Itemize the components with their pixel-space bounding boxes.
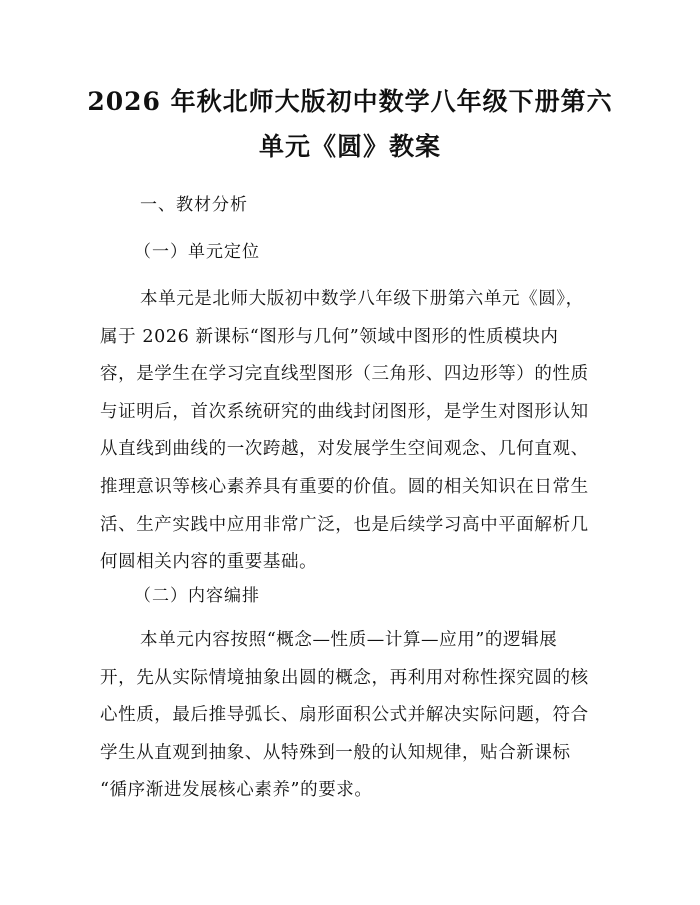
- subsection-heading-content-arrangement: （二）内容编排: [134, 586, 260, 606]
- paragraph-line: 容，是学生在学习完直线型图形（三角形、四边形等）的性质: [100, 364, 589, 385]
- paragraph-line: 属于 2026 新课标“图形与几何”领域中图形的性质模块内: [100, 326, 559, 347]
- paragraph-line: 开，先从实际情境抽象出圆的概念，再利用对称性探究圆的核: [100, 667, 589, 688]
- paragraph-content-arrangement: [100, 627, 602, 815]
- paragraph-line: 从直线到曲线的一次跨越，对发展学生空间观念、几何直观、: [100, 439, 589, 460]
- subsection-heading-unit-positioning: （一）单元定位: [134, 242, 260, 262]
- paragraph-line: 本单元是北师大版初中数学八年级下册第六单元《圆》，: [140, 289, 584, 309]
- document-title-line-1: 2026 年秋北师大版初中数学八年级下册第六: [87, 87, 613, 116]
- paragraph-line: “循序渐进发展核心素养”的要求。: [100, 780, 373, 801]
- paragraph-line: 学生从直观到抽象、从特殊到一般的认知规律，贴合新课标: [100, 742, 571, 763]
- paragraph-line: 活、生产实践中应用非常广泛，也是后续学习高中平面解析几: [100, 514, 589, 535]
- paragraph-line: 与证明后，首次系统研究的曲线封闭图形，是学生对图形认知: [100, 401, 589, 422]
- paragraph-unit-positioning: [100, 286, 602, 587]
- document-title-line-2: 单元《圆》教案: [258, 132, 441, 161]
- paragraph-line: 心性质，最后推导弧长、扇形面积公式并解决实际问题，符合: [100, 705, 589, 726]
- section-heading-textbook-analysis: 一、教材分析: [140, 195, 248, 215]
- paragraph-line: 何圆相关内容的重要基础。: [100, 552, 318, 573]
- paragraph-line: 推理意识等核心素养具有重要的价值。圆的相关知识在日常生: [100, 476, 589, 497]
- paragraph-line: 本单元内容按照“概念—性质—计算—应用”的逻辑展: [140, 630, 558, 650]
